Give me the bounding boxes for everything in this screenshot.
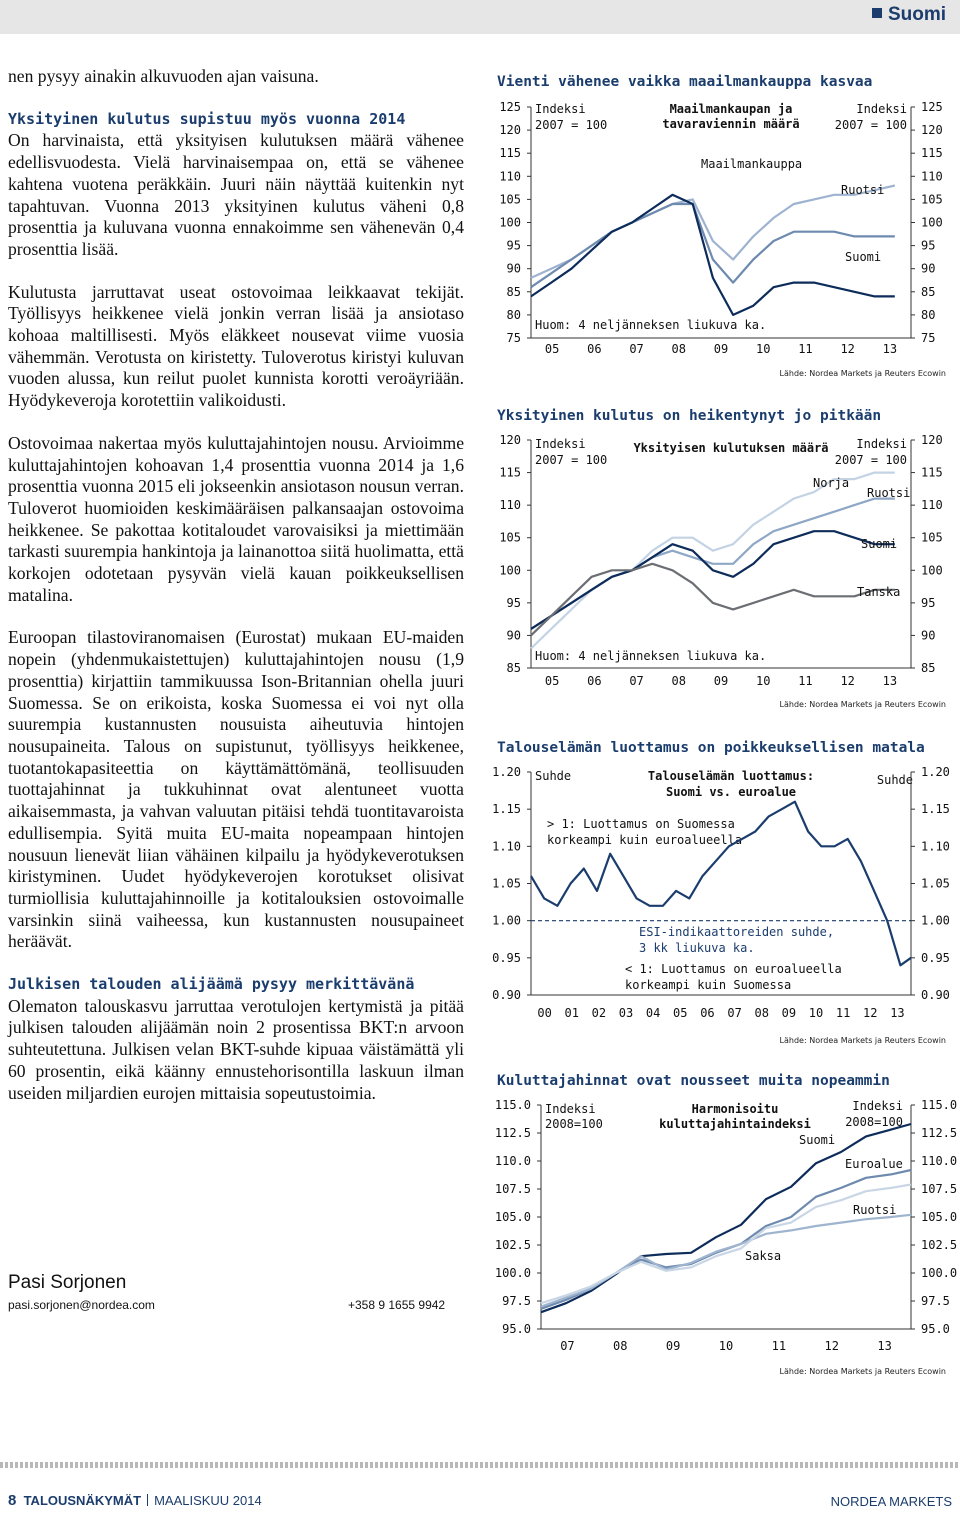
chart4-source: Lähde: Nordea Markets ja Reuters Ecowin — [779, 1367, 946, 1376]
chart2-ytick-label-left: 90 — [506, 628, 521, 643]
chart3-ytick-label-right: 1.15 — [921, 802, 950, 817]
chart4-ytick-label-right: 112.5 — [921, 1126, 958, 1140]
chart3-xtick-label: 02 — [591, 1006, 607, 1020]
chart2-ytick-label-left: 120 — [499, 433, 521, 447]
chart4-left-unit-1: Indeksi — [545, 1102, 596, 1116]
chart1-ytick-label-right: 110 — [921, 169, 943, 184]
chart3-xtick-label: 01 — [564, 1006, 579, 1020]
chart1-series-0 — [531, 186, 895, 278]
subheading-alijaama: Julkisen talouden alijäämä pysyy merkittävänä — [8, 975, 415, 994]
chart4-inner-title-1: Harmonisoitu — [691, 1102, 779, 1116]
chart1-ytick-label-right: 100 — [921, 215, 943, 230]
chart3-ytick-label-right: 1.00 — [921, 913, 950, 928]
paragraph-4: Euroopan tilastoviranomaisen (Eurostat) mukaan EU-maiden nopein (yhdenmukaistettujen) kuluttajahintojen nousu (1,9 prosenttia) kirjattiin tammikuussa Ison-Britannian ohella juuri Suomessa. Se on erikoista, koska Suomessa ei voi nyt olla suurempia kustannusten nousuista aiheutuvia hintojen nousupaineita. Talous on supistunut, työllisyys heikkenee, tuotantokapasiteettia on käyttämättömänä, teollisuuden tuottajahinnat ja tukkuhinnat ovat alentuneet vuotta aikaisemmasta, ja vahvan valuutan pitäisi tehdä tuontitavaroista edullisempia. Syitä muita EU-maita nopeampaan hintojen nousuun lienevät liian vähäinen kilpailu ja hyödykeverotuksen kiristyminen. Uudet hyödykeverojen korotukset olisivat turmiollisia kuluttajahinnoille ja kotitalouksien ostovoimalle varsinkin siinä vaiheessa, kun kustannusten nousupaineet heräävät. — [8, 627, 464, 952]
chart2-series-1 — [531, 499, 898, 629]
chart2-note: Huom: 4 neljänneksen liukuva ka. — [535, 649, 767, 663]
chart4-xtick-label: 08 — [613, 1339, 628, 1353]
chart4-right-unit-1: Indeksi — [852, 1099, 903, 1113]
chart4-xtick-label: 11 — [771, 1339, 787, 1353]
chart1-ytick-label-left: 120 — [499, 123, 521, 138]
chart2-xtick-label: 05 — [544, 674, 560, 688]
chart1-ytick-label-left: 115 — [499, 146, 521, 161]
chart1-ytick-label-right: 125 — [921, 100, 943, 114]
chart2-xtick-label: 13 — [882, 674, 898, 688]
chart2-xtick-label: 12 — [840, 674, 855, 688]
chart3-xtick-label: 10 — [808, 1006, 824, 1020]
chart1-ytick-label-left: 100 — [499, 215, 521, 230]
chart4-left-unit-2: 2008=100 — [545, 1117, 603, 1131]
chart1-note: Huom: 4 neljänneksen liukuva ka. — [535, 318, 767, 332]
chart3-annotation-3b: korkeampi kuin Suomessa — [625, 978, 792, 992]
chart1-right-unit-1: Indeksi — [856, 102, 907, 116]
chart1-inner-title-1: Maailmankaupan ja — [669, 102, 793, 116]
chart4-ytick-label-left: 102.5 — [494, 1238, 531, 1252]
chart1-ytick-label-right: 120 — [921, 123, 943, 138]
paragraph-1: On harvinaista, että yksityisen kulutuksen määrä vähenee edellisvuodesta. Vielä harvinaisempaa on, että se vähenee kahtena vuotena peräkkäin. Juuri näin näyttää kuitenkin nyt tapahtuvan. Vuonna 2013 yksityinen kulutus väheni 0,8 prosenttia ja kuluvana vuonna ennakoimme sen vähenevän 0,4 prosenttia lisää. — [8, 130, 464, 259]
chart3-xtick-label: 00 — [537, 1006, 552, 1020]
chart4-heading: Kuluttajahinnat ovat nousseet muita nopeammin — [497, 1073, 890, 1089]
chart2-right-unit-2: 2007 = 100 — [834, 453, 907, 467]
chart4-series-label: Euroalue — [845, 1157, 903, 1171]
chart1-ytick-label-left: 105 — [499, 192, 521, 207]
paragraph-5: Olematon talouskasvu jarruttaa verotulojen kertymistä ja pitää julkisen talouden alijäämän noin 2 prosentissa BKT:n arvoon suhteutettuna. Julkisen velan BKT-suhde kipuaa väistämättä yli 60 prosentin, eikä käänny ennustehorisontilla laskuun ilman useiden miljardien eurojen mittaisia sopeutustoimia. — [8, 995, 464, 1103]
chart1-source: Lähde: Nordea Markets ja Reuters Ecowin — [779, 369, 946, 378]
chart2-series-0 — [531, 473, 898, 649]
chart4-svg — [494, 1093, 958, 1363]
paragraph-2: Kulutusta jarruttavat useat ostovoimaa leikkaavat tekijät. Työllisyys heikkenee vielä jonkin verran lisää ja ansiotaso kohoaa maltillisesti. Myös eläkkeet nousevat viime vuosia vähemmän. Verotusta on kiristetty. Tuloverotus kiristyi kuluvan vuoden alussa, kun reilut puolet kunnista korotti veroäyriään. Hyödykeveroja korotettiin valikoidusti. — [8, 281, 464, 411]
chart2-ytick-label-left: 100 — [499, 563, 521, 578]
issue-date: MAALISKUU 2014 — [154, 1493, 262, 1508]
chart2-ytick-label-right: 105 — [921, 530, 943, 545]
chart3-annotation-1b: korkeampi kuin euroalueella — [547, 833, 743, 847]
section-tag — [872, 4, 946, 26]
chart4-ytick-label-right: 100.0 — [921, 1266, 958, 1280]
chart4-right-unit-2: 2008=100 — [845, 1115, 903, 1129]
chart3-ytick-label-left: 0.90 — [492, 988, 521, 1002]
author-name: Pasi Sorjonen — [8, 1272, 127, 1293]
top-band — [0, 0, 960, 34]
chart2-ytick-label-left: 95 — [506, 595, 521, 610]
chart3-inner-title-2: Suomi vs. euroalue — [665, 785, 797, 799]
intro-paragraph: nen pysyy ainakin alkuvuoden ajan vaisuna. — [8, 66, 319, 86]
chart2-series-label: Tanska — [857, 585, 901, 599]
chart3-svg — [492, 760, 955, 1030]
chart4-ytick-label-right: 105.0 — [921, 1210, 958, 1224]
chart2-series-2 — [531, 531, 898, 629]
chart3-xtick-label: 11 — [835, 1006, 851, 1020]
subheading-kulutus: Yksityinen kulutus supistuu myös vuonna 2014 — [8, 109, 406, 128]
chart1-xtick-label: 08 — [671, 342, 687, 356]
chart4-ytick-label-left: 100.0 — [494, 1266, 531, 1280]
chart1-ytick-label-left: 75 — [506, 331, 521, 345]
chart1-xtick-label: 09 — [713, 342, 729, 356]
chart4-xtick-label: 13 — [877, 1339, 892, 1353]
chart1-series-label: Ruotsi — [841, 183, 885, 197]
chart3-ytick-label-right: 1.05 — [921, 876, 950, 891]
chart4-series-2 — [541, 1215, 911, 1307]
chart2-source: Lähde: Nordea Markets ja Reuters Ecowin — [779, 700, 946, 709]
section-label: Suomi — [887, 4, 946, 25]
chart4-ytick-label-left: 107.5 — [494, 1182, 531, 1196]
chart3-xtick-label: 09 — [781, 1006, 797, 1020]
chart4-xtick-label: 10 — [718, 1339, 734, 1353]
chart4-ytick-label-right: 97.5 — [921, 1294, 950, 1308]
chart1-right-unit-2: 2007 = 100 — [834, 118, 907, 132]
chart2-ytick-label-right: 100 — [921, 563, 943, 578]
chart2-ytick-label-left: 115 — [499, 465, 521, 480]
chart3-ytick-label-left: 1.05 — [492, 876, 521, 891]
chart2-left-unit-1: Indeksi — [535, 437, 586, 451]
chart2-svg — [495, 428, 955, 693]
chart1-series-2 — [531, 195, 895, 315]
chart1-xtick-label: 05 — [544, 342, 560, 356]
chart3-xtick-label: 03 — [618, 1006, 634, 1020]
chart1-ytick-label-right: 90 — [921, 261, 936, 276]
chart1-ytick-label-left: 80 — [506, 307, 521, 322]
chart3-xtick-label: 04 — [645, 1006, 661, 1020]
chart4-xtick-label: 12 — [824, 1339, 839, 1353]
chart1-left-unit-2: 2007 = 100 — [535, 118, 608, 132]
chart2-inner-title-1: Yksityisen kulutuksen määrä — [633, 441, 829, 455]
chart3-left-unit: Suhde — [535, 769, 572, 783]
chart1-ytick-label-left: 90 — [506, 261, 521, 276]
chart1-xtick-label: 06 — [587, 342, 602, 356]
chart1-ytick-label-right: 75 — [921, 331, 936, 345]
chart1-xtick-label: 07 — [629, 342, 644, 356]
chart2-xtick-label: 06 — [587, 674, 602, 688]
chart4-ytick-label-right: 107.5 — [921, 1182, 958, 1196]
chart4-series-label: Saksa — [745, 1249, 782, 1263]
chart4-ytick-label-right: 115.0 — [921, 1098, 958, 1112]
author-phone: +358 9 1655 9942 — [348, 1298, 446, 1312]
chart4-ytick-label-left: 97.5 — [502, 1294, 531, 1308]
chart3-xtick-label: 08 — [754, 1006, 769, 1020]
chart2-series-label: Ruotsi — [867, 486, 911, 500]
article-body — [8, 66, 464, 1125]
chart1-ytick-label-left: 85 — [506, 284, 521, 299]
chart2-ytick-label-right: 115 — [921, 465, 943, 480]
chart3-source: Lähde: Nordea Markets ja Reuters Ecowin — [779, 1036, 946, 1045]
chart1-svg — [495, 95, 955, 365]
chart4-inner-title-2: kuluttajahintaindeksi — [659, 1117, 811, 1131]
chart2-series-label: Norja — [813, 476, 850, 490]
chart1-xtick-label: 10 — [755, 342, 771, 356]
chart1-inner-title-2: tavaraviennin määrä — [662, 117, 800, 131]
footer-divider — [147, 1494, 148, 1506]
chart2-xtick-label: 10 — [755, 674, 771, 688]
footer-left — [8, 1492, 262, 1509]
chart1-ytick-label-right: 85 — [921, 284, 936, 299]
chart2-series-label: Suomi — [861, 537, 898, 551]
chart3-xtick-label: 12 — [863, 1006, 878, 1020]
chart4-ytick-label-right: 110.0 — [921, 1154, 958, 1168]
chart2-ytick-label-right: 85 — [921, 661, 936, 675]
chart1-ytick-label-right: 80 — [921, 307, 936, 322]
author-email[interactable]: pasi.sorjonen@nordea.com — [8, 1298, 155, 1312]
chart1-series-label: Suomi — [845, 250, 882, 264]
chart3-xtick-label: 07 — [727, 1006, 742, 1020]
chart3-ytick-label-right: 1.20 — [921, 765, 950, 779]
page-number: 8 — [8, 1492, 17, 1509]
chart2-xtick-label: 09 — [713, 674, 729, 688]
paragraph-3: Ostovoimaa nakertaa myös kuluttajahintojen nousu. Arvioimme kuluttajahintojen kohoavan 1,4 prosenttia vuonna 2014 ja 1,6 prosenttia vuonna 2015 eli jokseenkin ansiotason nousun verran. Tuloverot huomioiden keskimääräisen palkansaajan ostovoima heikkenee. Se pakottaa kotitaloudet varovaisiksi ja miettimään tarkasti suurempia hankintoja ja lainanottoa siitä huolimatta, että korkojen odotetaan pysyvän vielä kauan poikkeuksellisen matalina. — [8, 432, 464, 605]
chart1-ytick-label-left: 95 — [506, 238, 521, 253]
chart1-left-unit-1: Indeksi — [535, 102, 586, 116]
chart2-ytick-label-left: 105 — [499, 530, 521, 545]
chart4-ytick-label-left: 112.5 — [494, 1126, 531, 1140]
chart4-series-label: Ruotsi — [853, 1203, 897, 1217]
chart2 — [495, 428, 955, 693]
chart3-xtick-label: 05 — [673, 1006, 688, 1020]
chart3-ytick-label-left: 1.20 — [492, 765, 521, 779]
chart4-ytick-label-left: 115.0 — [494, 1098, 531, 1112]
chart3-inner-title-1: Talouselämän luottamus: — [647, 769, 815, 783]
chart1-ytick-label-right: 115 — [921, 146, 943, 161]
chart3 — [492, 760, 955, 1030]
chart4-xtick-label: 07 — [560, 1339, 575, 1353]
chart3-ytick-label-left: 1.10 — [492, 839, 521, 854]
chart1-ytick-label-right: 95 — [921, 238, 936, 253]
chart4-ytick-label-left: 105.0 — [494, 1210, 531, 1224]
chart3-ytick-label-right: 0.95 — [921, 950, 950, 965]
chart2-series-3 — [531, 564, 895, 636]
chart1-series-label: Maailmankauppa — [701, 157, 803, 171]
chart1-heading: Vienti vähenee vaikka maailmankauppa kasvaa — [497, 74, 873, 90]
chart2-right-unit-1: Indeksi — [856, 437, 907, 451]
chart4-series-label: Suomi — [799, 1133, 836, 1147]
chart2-ytick-label-left: 110 — [499, 498, 521, 513]
chart3-ytick-label-right: 1.10 — [921, 839, 950, 854]
chart1-xtick-label: 13 — [882, 342, 898, 356]
chart4-ytick-label-left: 110.0 — [494, 1154, 531, 1168]
chart3-ytick-label-right: 0.90 — [921, 988, 950, 1002]
chart4 — [494, 1093, 958, 1363]
chart4-ytick-label-left: 95.0 — [502, 1322, 531, 1336]
chart3-annotation-2a: ESI-indikaattoreiden suhde, — [639, 925, 835, 939]
chart3-ytick-label-left: 0.95 — [492, 950, 521, 965]
chart3-xtick-label: 13 — [890, 1006, 905, 1020]
chart3-heading: Talouselämän luottamus on poikkeuksellisen matala — [497, 740, 925, 756]
chart2-ytick-label-right: 95 — [921, 595, 936, 610]
chart1-ytick-label-left: 125 — [499, 100, 521, 114]
publication-name: TALOUSNÄKYMÄT — [23, 1493, 142, 1508]
chart2-ytick-label-right: 90 — [921, 628, 936, 643]
chart1-ytick-label-left: 110 — [499, 169, 521, 184]
chart1-xtick-label: 12 — [840, 342, 855, 356]
chart4-xtick-label: 09 — [665, 1339, 681, 1353]
chart2-ytick-label-left: 85 — [506, 661, 521, 675]
chart3-xtick-label: 06 — [700, 1006, 715, 1020]
chart4-ytick-label-right: 102.5 — [921, 1238, 958, 1252]
chart2-xtick-label: 07 — [629, 674, 644, 688]
chart2-left-unit-2: 2007 = 100 — [535, 453, 608, 467]
footer-rule — [0, 1462, 960, 1468]
chart2-xtick-label: 11 — [798, 674, 813, 688]
chart1-xtick-label: 11 — [798, 342, 813, 356]
chart1 — [495, 95, 955, 365]
chart2-ytick-label-right: 110 — [921, 498, 943, 513]
chart2-ytick-label-right: 120 — [921, 433, 943, 447]
chart3-right-unit: Suhde — [876, 773, 913, 787]
chart3-ytick-label-left: 1.00 — [492, 913, 521, 928]
chart3-annotation-3a: < 1: Luottamus on euroalueella — [625, 962, 842, 976]
chart3-ytick-label-left: 1.15 — [492, 802, 521, 817]
chart2-xtick-label: 08 — [671, 674, 687, 688]
chart4-ytick-label-right: 95.0 — [921, 1322, 950, 1336]
chart1-ytick-label-right: 105 — [921, 192, 943, 207]
chart2-heading: Yksityinen kulutus on heikentynyt jo pitkään — [497, 408, 882, 424]
chart3-annotation-1a: > 1: Luottamus on Suomessa — [547, 817, 735, 831]
square-icon — [872, 8, 882, 18]
footer-brand: NORDEA MARKETS — [830, 1494, 952, 1509]
chart3-annotation-2b: 3 kk liukuva ka. — [639, 941, 755, 955]
